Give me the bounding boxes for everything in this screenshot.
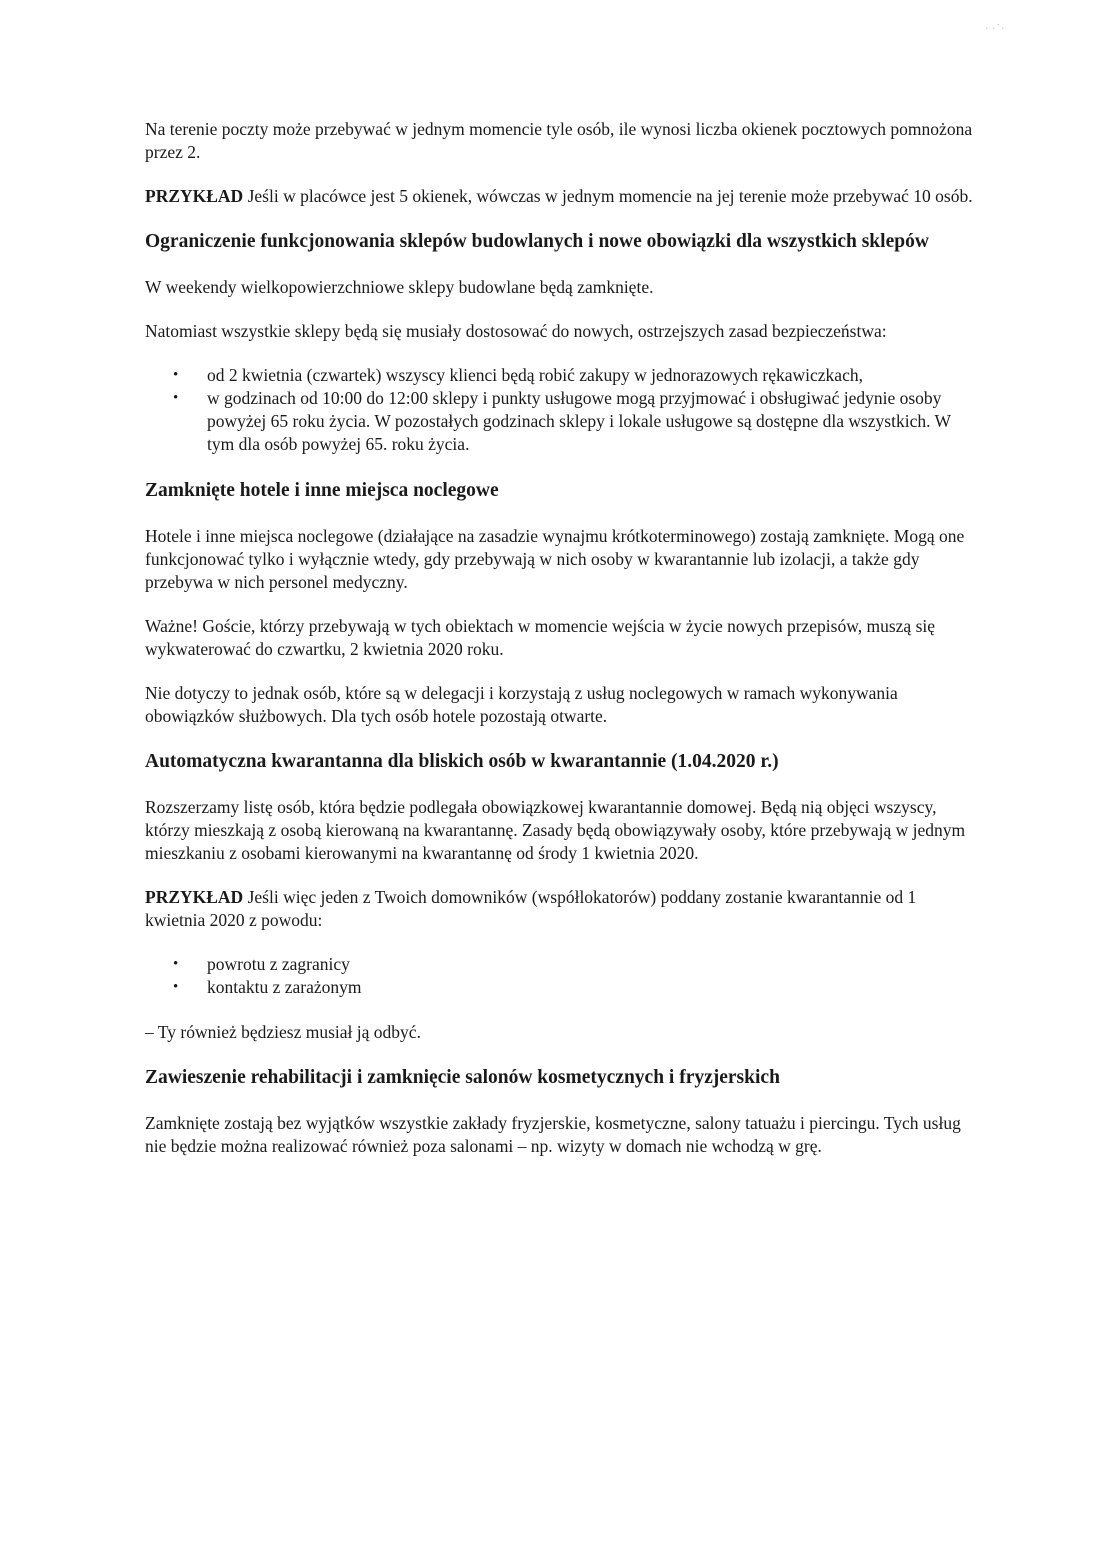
paragraph-text: Jeśli w placówce jest 5 okienek, wówczas w jednym momencie na jej terenie może przebywać 10 osób.	[247, 186, 973, 206]
list-item	[145, 364, 975, 387]
paragraph: W weekendy wielkopowierzchniowe sklepy budowlane będą zamknięte.	[145, 277, 654, 297]
bullet-icon: •	[173, 979, 179, 995]
section-heading: Zamknięte hotele i inne miejsca noclegowe	[145, 480, 499, 501]
paragraph	[145, 886, 975, 932]
paragraph: Nie dotyczy to jednak osób, które są w delegacji i korzystają z usług noclegowych w ramach wykonywania obowiązków służbowych. Dla tych osób hotele pozostają otwarte.	[145, 683, 898, 726]
document-page	[145, 118, 975, 1179]
bullet-list	[145, 953, 975, 999]
list-item-text: powrotu z zagranicy	[207, 954, 350, 974]
bullet-icon: •	[173, 956, 179, 972]
paragraph: – Ty również będziesz musiał ją odbyć.	[145, 1022, 421, 1042]
paragraph: Na terenie poczty może przebywać w jednym momencie tyle osób, ile wynosi liczba okienek pocztowych pomnożona przez 2.	[145, 119, 973, 162]
list-item-text: w godzinach od 10:00 do 12:00 sklepy i punkty usługowe mogą przyjmować i obsługiwać jedynie osoby powyżej 65 roku życia. W pozostałych godzinach sklepy i lokale usługowe są dostępne dla wszystkich. W tym dla osób powyżej 65. roku życia.	[207, 388, 951, 454]
list-item	[145, 976, 975, 999]
section-heading: Ograniczenie funkcjonowania sklepów budowlanych i nowe obowiązki dla wszystkich sklepów	[145, 231, 929, 252]
bullet-list	[145, 364, 975, 456]
example-label: PRZYKŁAD	[145, 186, 244, 206]
paragraph: Hotele i inne miejsca noclegowe (działające na zasadzie wynajmu krótkoterminowego) zostają zamknięte. Mogą one funkcjonować tylko i wyłącznie wtedy, gdy przebywają w nich osoby w kwarantannie lub izolacji, a także gdy przebywa w nich personel medyczny.	[145, 526, 965, 592]
list-item	[145, 953, 975, 976]
bullet-icon: •	[173, 367, 179, 383]
bullet-icon: •	[173, 390, 179, 406]
paragraph: Natomiast wszystkie sklepy będą się musiały dostosować do nowych, ostrzejszych zasad bezpieczeństwa:	[145, 321, 887, 341]
paragraph-text: Jeśli więc jeden z Twoich domowników (współlokatorów) poddany zostanie kwarantannie od 1 kwietnia 2020 z powodu:	[145, 887, 917, 930]
paragraph	[145, 185, 975, 208]
paragraph: Rozszerzamy listę osób, która będzie podlegała obowiązkowej kwarantannie domowej. Będą nią objęci wszyscy, którzy mieszkają z osobą kierowaną na kwarantannę. Zasady będą obowiązywały osoby, które przebywają w jednym mieszkaniu z osobami kierowanymi na kwarantannę od środy 1 kwietnia 2020.	[145, 797, 966, 863]
paragraph: Zamknięte zostają bez wyjątków wszystkie zakłady fryzjerskie, kosmetyczne, salony tatuażu i piercingu. Tych usług nie będzie można realizować również poza salonami – np. wizyty w domach nie wchodzą w grę.	[145, 1113, 961, 1156]
list-item-text: od 2 kwietnia (czwartek) wszyscy klienci będą robić zakupy w jednorazowych rękawiczkach,	[207, 365, 863, 385]
section-heading: Automatyczna kwarantanna dla bliskich osób w kwarantannie (1.04.2020 r.)	[145, 751, 779, 772]
list-item	[145, 387, 975, 456]
list-item-text: kontaktu z zarażonym	[207, 977, 362, 997]
example-label: PRZYKŁAD	[145, 887, 244, 907]
section-heading: Zawieszenie rehabilitacji i zamknięcie salonów kosmetycznych i fryzjerskich	[145, 1067, 780, 1088]
scan-artifact: · ·˙·	[985, 22, 1005, 35]
paragraph: Ważne! Goście, którzy przebywają w tych obiektach w momencie wejścia w życie nowych przepisów, muszą się wykwaterować do czwartku, 2 kwietnia 2020 roku.	[145, 616, 936, 659]
